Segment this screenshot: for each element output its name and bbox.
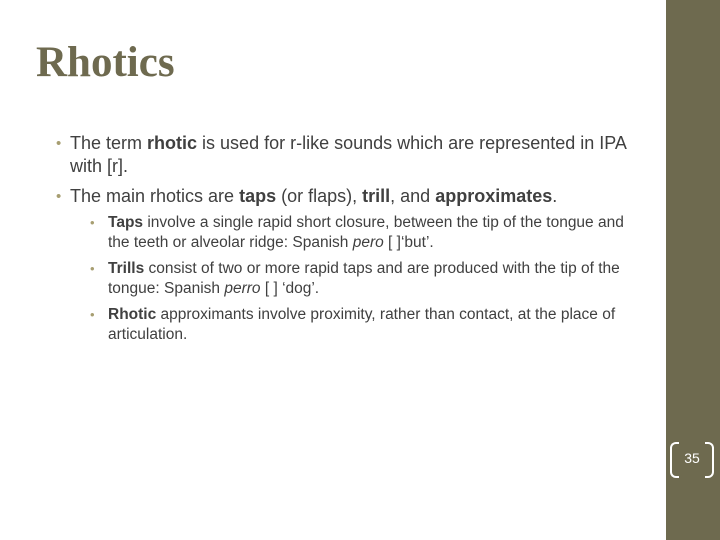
bullet-icon: • [90, 261, 95, 276]
sub-bullet-text: consist of two or more rapid taps and are produced with the tip of the tongue: Spanish [108, 260, 620, 297]
slide-title: Rhotics [36, 39, 175, 86]
bold-term: rhotic [147, 133, 198, 153]
bold-term: approximates [435, 186, 553, 206]
bullet-text: (or flaps), [276, 186, 363, 206]
bullet-item-rhotic-definition [38, 132, 648, 178]
bullet-text: The main rhotics are [70, 186, 240, 206]
bullet-icon: • [56, 188, 62, 205]
sub-bullet-item-trills [90, 259, 648, 299]
bullet-item-main-rhotics [38, 185, 648, 345]
page-number-badge [670, 440, 716, 478]
bullet-icon: • [56, 135, 62, 152]
sub-bullet-item-rhotic-approximants [90, 305, 648, 345]
bold-term: trill [362, 186, 391, 206]
slide-content [38, 132, 648, 352]
bold-term: Taps [108, 214, 144, 231]
bullet-text: is used for r-like sounds which are represented in IPA with [r]. [70, 133, 626, 176]
bold-term: Rhotic [108, 306, 157, 323]
bold-term: Trills [108, 260, 145, 277]
bullet-icon: • [90, 307, 95, 322]
sub-bullet-text: involve a single rapid short closure, between the tip of the tongue and the teeth or alveolar ridge: Spanish [108, 214, 624, 251]
page-number: 35 [684, 450, 700, 466]
sub-bullet-text: approximants involve proximity, rather than contact, at the place of articulation. [108, 306, 616, 343]
sub-bullet-item-taps [90, 213, 648, 253]
right-bracket-icon [705, 442, 714, 478]
bullet-text: . [552, 186, 558, 206]
sub-bullet-list [70, 213, 648, 345]
sub-bullet-text: [ ]‘but’. [383, 234, 434, 251]
bullet-icon: • [90, 215, 95, 230]
bullet-text: , and [390, 186, 436, 206]
bullet-list [38, 132, 648, 345]
italic-example: pero [352, 234, 384, 251]
italic-example: perro [224, 280, 261, 297]
bullet-text: The term [70, 133, 148, 153]
sub-bullet-text: [ ] ‘dog’. [260, 280, 320, 297]
bold-term: taps [239, 186, 277, 206]
